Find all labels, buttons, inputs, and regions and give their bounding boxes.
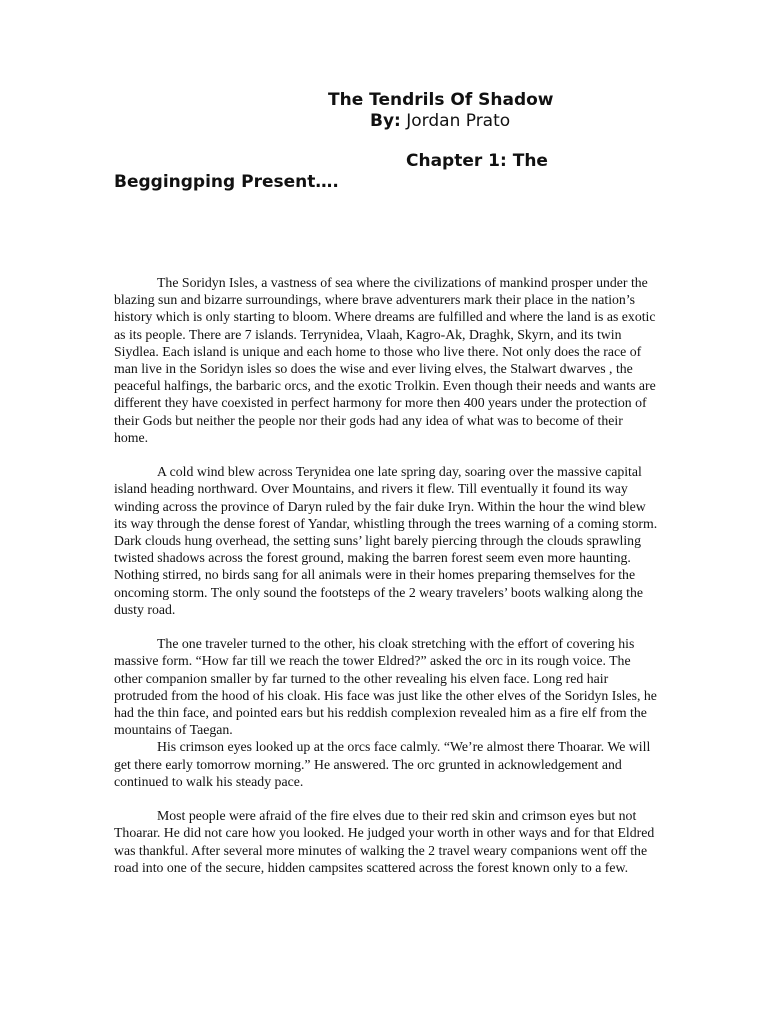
author-name: Jordan Prato xyxy=(406,111,511,131)
paragraph: The Soridyn Isles, a vastness of sea where the civilizations of mankind prosper under the blazing sun and bizarre surroundings, where brave adventurers mark their place in the nation’s history which is only starting to bloom. Where dreams are fulfilled and where the land is as exotic as its people. There are 7 islands. Terrynidea, Vlaah, Kagro-Ak, Draghk, Skyrn, and its twin Siydlea. Each island is unique and each home to those who live there. Not only does the race of man live in the Soridyn isles so does the wise and ever living elves, the Stalwart dwarves , the peaceful halfings, the barbaric orcs, and the exotic Trolkin. Even though their needs and wants are different they have coexisted in perfect harmony for more then 400 years under the protection of their Gods but neither the people nor their gods had any idea of what was to become of their home. xyxy=(114,275,656,445)
document-title: The Tendrils Of Shadow xyxy=(328,90,554,110)
paragraph: The one traveler turned to the other, his cloak stretching with the effort of covering his massive form. “How far till we reach the tower Eldred?” asked the orc in its rough voice. The other companion smaller by far turned to the other revealing his elven face. Long red hair protruded from the hood of his cloak. His face was just like the other elves of the Soridyn Isles, he had the thin face, and pointed ears but his reddish complexion revealed him as a fire elf from the mountains of Taegan. xyxy=(114,636,657,738)
by-label: By: xyxy=(370,111,401,131)
story-body xyxy=(114,274,659,876)
paragraph: His crimson eyes looked up at the orcs face calmly. “We’re almost there Thoarar. We will get there early tomorrow morning.” He answered. The orc grunted in acknowledgement and continued to walk his steady pace. xyxy=(114,739,651,789)
byline xyxy=(370,111,510,131)
chapter-heading: Chapter 1: The Beggingping Present…. xyxy=(114,151,548,192)
paragraph: A cold wind blew across Terynidea one late spring day, soaring over the massive capital island heading northward. Over Mountains, and rivers it flew. Till eventually it found its way winding across the province of Daryn ruled by the fair duke Iryn. Within the hour the wind blew its way through the dense forest of Yandar, whistling through the trees warning of a coming storm. Dark clouds hung overhead, the setting suns’ light barely piercing through the clouds sprawling twisted shadows across the forest ground, making the barren forest seem even more haunting. Nothing stirred, no birds sang for all animals were in their homes preparing themselves for the oncoming storm. The only sound the footsteps of the 2 weary travelers’ boots walking along the dusty road. xyxy=(114,464,658,617)
paragraph: Most people were afraid of the fire elves due to their red skin and crimson eyes but not Thoarar. He did not care how you looked. He judged your worth in other ways and for that Eldred was thankful. After several more minutes of walking the 2 travel weary companions went off the road into one of the secure, hidden campsites scattered across the forest known only to a few. xyxy=(114,808,655,875)
